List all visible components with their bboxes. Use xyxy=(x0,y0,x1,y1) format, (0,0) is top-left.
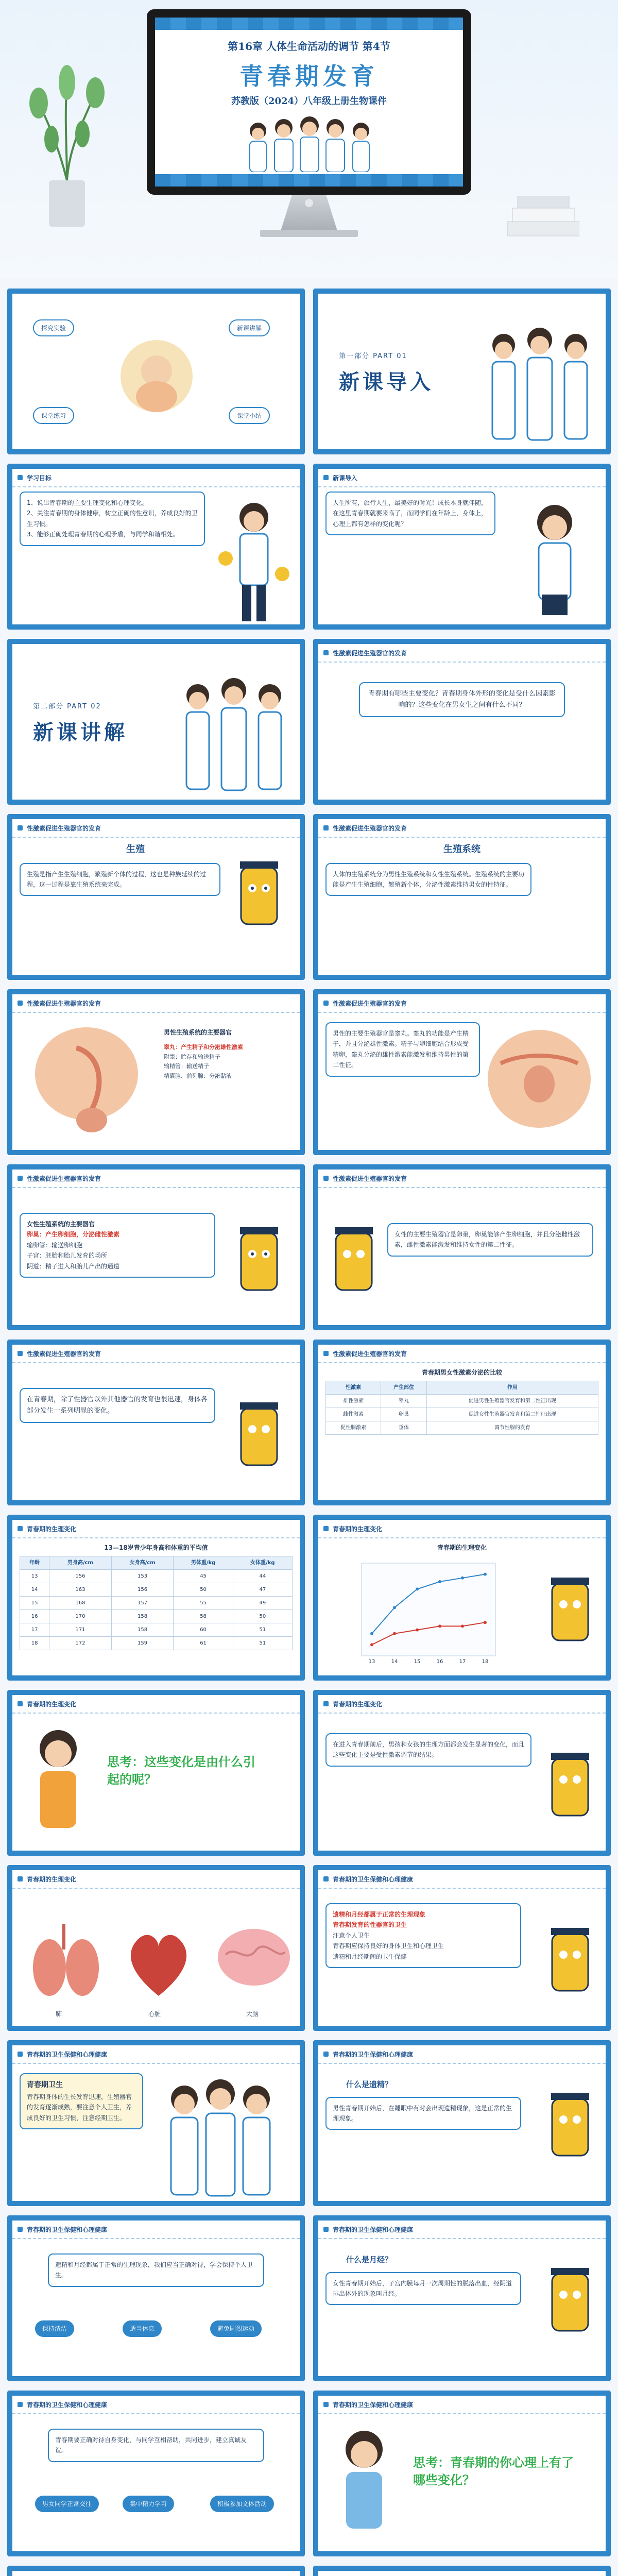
table-cell: 157 xyxy=(111,1597,174,1610)
boy-thinking-illustration xyxy=(20,1718,97,1836)
hormone-table-title: 青春期男女性激素分泌的比较 xyxy=(421,1369,502,1376)
height-point xyxy=(461,1577,464,1580)
slide-organs xyxy=(7,1865,305,2031)
questions1-header: 性激素促进生殖器官的发育 xyxy=(333,649,407,657)
female2-header: 性激素促进生殖器官的发育 xyxy=(333,1175,407,1182)
slide-part1 xyxy=(313,289,611,454)
slide-height-chart xyxy=(313,1515,611,1681)
male-item-4: 精囊腺、前列腺：分泌黏液 xyxy=(164,1073,232,1080)
slide-period xyxy=(313,2215,611,2381)
slide-male2 xyxy=(313,989,611,1155)
menses-pill-3: 避免剧烈运动 xyxy=(210,2320,262,2337)
table-cell: 168 xyxy=(49,1597,112,1610)
slide-female xyxy=(7,1164,305,1330)
table-cell: 雌性激素 xyxy=(326,1408,381,1421)
male-header: 性激素促进生殖器官的发育 xyxy=(27,999,101,1007)
girl-thinking-illustration xyxy=(325,2418,403,2537)
header-dot-icon xyxy=(323,825,329,831)
table-cell: 51 xyxy=(233,1623,292,1637)
header-dot-icon xyxy=(323,1176,329,1181)
girl-illustration xyxy=(516,497,593,625)
table-cell: 卵巢 xyxy=(381,1408,426,1421)
table-cell: 159 xyxy=(111,1637,174,1650)
baby-illustration xyxy=(115,330,198,422)
hygiene-item-4: 青春期应保持良好的身体卫生和心理卫生 xyxy=(333,1942,444,1950)
table-cell: 促性腺激素 xyxy=(326,1421,381,1435)
slide-social xyxy=(7,2391,305,2556)
students-group-illustration xyxy=(483,314,596,443)
students-illustration xyxy=(153,2068,287,2202)
header-dot-icon xyxy=(323,1526,329,1531)
height-table xyxy=(20,1556,293,1650)
height-point xyxy=(461,1624,464,1628)
hygiene-box xyxy=(20,2073,143,2129)
table-cell: 促进女性生殖器官发育和第二性征出现 xyxy=(426,1408,598,1421)
table-cell: 调节性腺的发育 xyxy=(426,1421,598,1435)
table-cell: 58 xyxy=(174,1610,233,1623)
table-cell: 15 xyxy=(20,1597,49,1610)
slide-gonad xyxy=(7,814,305,980)
table-cell: 14 xyxy=(20,1583,49,1597)
male-anatomy-diagram xyxy=(20,1017,153,1146)
mascot-icon xyxy=(542,1749,598,1836)
cover-screen xyxy=(155,18,463,187)
heart-icon xyxy=(123,1919,195,2001)
table-cell: 50 xyxy=(233,1610,292,1623)
table-col: 女身高/cm xyxy=(111,1556,174,1570)
height-point xyxy=(370,1632,373,1635)
mascot-icon xyxy=(325,1223,382,1311)
table-cell: 55 xyxy=(174,1597,233,1610)
slide-height-table xyxy=(7,1515,305,1681)
table-cell: 158 xyxy=(111,1610,174,1623)
slide-think2 xyxy=(313,2391,611,2556)
brain-icon xyxy=(215,1924,293,1991)
nav-pill-4[interactable]: 课堂小结 xyxy=(229,407,270,424)
male2-header: 性激素促进生殖器官的发育 xyxy=(333,999,407,1007)
header-dot-icon xyxy=(18,2227,23,2232)
cover-title: 青春期发育 xyxy=(239,62,379,90)
slide-what xyxy=(313,2040,611,2206)
mascot-icon xyxy=(542,1573,598,1661)
table-row xyxy=(326,1421,598,1435)
table-cell: 158 xyxy=(111,1623,174,1637)
mascot-icon xyxy=(231,1223,287,1311)
organ-label-heart: 心脏 xyxy=(148,2010,161,2018)
table-cell: 16 xyxy=(20,1610,49,1623)
female-item-1: 卵巢：产生卵细胞，分泌雌性激素 xyxy=(27,1231,120,1239)
male-item-1: 睾丸：产生精子和分泌雄性激素 xyxy=(164,1044,243,1050)
table-col: 女体重/kg xyxy=(233,1556,292,1570)
table-cell: 睾丸 xyxy=(381,1395,426,1408)
slide-intro-nav xyxy=(7,289,305,454)
table-col: 作用 xyxy=(426,1381,598,1395)
height-header: 青春期的生理变化 xyxy=(27,1525,77,1533)
height-point xyxy=(370,1643,373,1646)
what-question: 什么是遗精？ xyxy=(346,2080,393,2089)
think-answer-text: 在进入青春期前后，男孩和女孩的生理方面都会发生显著的变化，而且这些变化主要是受性激素调节的结果。 xyxy=(325,1733,531,1767)
slide-hormone-compare xyxy=(7,1340,305,1505)
slide-female2 xyxy=(313,1164,611,1330)
slide-intro-text xyxy=(313,464,611,630)
height-chart-title: 青春期的生理变化 xyxy=(437,1544,487,1551)
think2-question: 思考：青春期的你心理上有了哪些变化？ xyxy=(413,2455,574,2487)
what-header: 青春期的卫生保健和心理健康 xyxy=(333,2050,414,2058)
system-header: 性激素促进生殖器官的发育 xyxy=(333,824,407,832)
questions1-box: 青春期有哪些主要变化？青春期身体外形的变化是受什么因素影响的？这些变化在男女生之间有什么不同？ xyxy=(359,682,565,717)
table-cell: 51 xyxy=(233,1637,292,1650)
height-point xyxy=(393,1606,396,1609)
mascot-icon xyxy=(231,1398,287,1486)
table-cell: 18 xyxy=(20,1637,49,1650)
gonad-header: 性激素促进生殖器官的发育 xyxy=(27,824,101,832)
hygiene-header: 青春期的卫生保健和心理健康 xyxy=(27,2050,108,2058)
intro-text-box: 人生所有，旅行人生，最美好的时光！成长本身就伴随，在这里青春期就要来临了，而同学们在年龄上，身体上，心理上都有怎样的变化呢？ xyxy=(325,492,495,535)
male-lead: 男性生殖系统的主要器官 xyxy=(164,1029,232,1036)
header-dot-icon xyxy=(18,1701,23,1706)
table-row xyxy=(20,1623,293,1637)
table-col: 年龄 xyxy=(20,1556,49,1570)
monitor-base xyxy=(260,230,358,237)
slide-hygiene-list xyxy=(313,1865,611,2031)
female-item-3: 子宫：胚胎和胎儿发育的场所 xyxy=(27,1252,108,1260)
x-tick-label: 13 xyxy=(368,1659,375,1665)
mascot-icon xyxy=(542,2089,598,2176)
nav-pill-1[interactable]: 探究实验 xyxy=(33,319,74,336)
nav-pill-3[interactable]: 课堂练习 xyxy=(33,407,74,424)
female-item-2: 输卵管：输送卵细胞 xyxy=(27,1241,83,1249)
hygiene-item-5: 遗精和月经期间的卫生保健 xyxy=(333,1953,407,1960)
header-dot-icon xyxy=(18,2402,23,2407)
height-chart-header: 青春期的生理变化 xyxy=(333,1525,383,1533)
menses-header: 青春期的卫生保健和心理健康 xyxy=(27,2226,108,2233)
header-dot-icon xyxy=(323,1876,329,1882)
plant-illustration xyxy=(28,62,106,232)
table-cell: 45 xyxy=(174,1570,233,1583)
organ-label-brain: 大脑 xyxy=(246,2010,259,2018)
table-row xyxy=(326,1395,598,1408)
think-header: 青春期的生理变化 xyxy=(27,1700,77,1708)
hygiene-list-header: 青春期的卫生保健和心理健康 xyxy=(333,1875,414,1883)
table-cell: 47 xyxy=(233,1583,292,1597)
social-pill-3: 积极参加文体活动 xyxy=(210,2496,274,2512)
period-question: 什么是月经？ xyxy=(346,2255,393,2264)
x-tick-label: 18 xyxy=(482,1659,489,1665)
male-item-2: 附睾：贮存和输送精子 xyxy=(164,1053,220,1060)
table-row xyxy=(326,1408,598,1421)
period-header: 青春期的卫生保健和心理健康 xyxy=(333,2226,414,2233)
hero-cover xyxy=(0,0,618,278)
objective-1: 1、说出青春期的主要生理变化和心理变化。 xyxy=(27,499,148,506)
female-item-4: 阴道：精子进入和胎儿产出的通道 xyxy=(27,1262,120,1270)
part2-title: 新课讲解 xyxy=(33,720,128,744)
part1-label: 第一部分 PART 01 xyxy=(339,352,407,360)
organs-header: 青春期的生理变化 xyxy=(27,1875,77,1883)
table-cell: 61 xyxy=(174,1637,233,1650)
slide-system xyxy=(313,814,611,980)
social-pill-2: 集中精力学习 xyxy=(123,2496,174,2512)
header-dot-icon xyxy=(18,1001,23,1006)
slide-heart2 xyxy=(313,2566,611,2576)
think-answer-header: 青春期的生理变化 xyxy=(333,1700,383,1708)
header-dot-icon xyxy=(323,1351,329,1356)
female2-text: 女性的主要生殖器官是卵巢，卵巢能够产生卵细胞，并且分泌雌性激素，雌性激素能激发和维持女性的第二性征。 xyxy=(387,1223,593,1257)
students-group-illustration xyxy=(177,665,290,793)
hygiene-text: 青春期身体的生长发育迅速，生殖器官的发育逐渐成熟，要注意个人卫生，养成良好的卫生习惯，注意经期卫生。 xyxy=(27,2093,132,2122)
cover-subtitle: 苏教版（2024）八年级上册生物课件 xyxy=(231,96,387,107)
table-cell: 17 xyxy=(20,1623,49,1637)
students-illustration xyxy=(243,110,376,172)
slide-male xyxy=(7,989,305,1155)
system-title: 生殖系统 xyxy=(443,844,480,855)
hygiene-title: 青春期卫生 xyxy=(27,2081,63,2089)
x-tick-label: 16 xyxy=(436,1659,443,1665)
part1-title: 新课导入 xyxy=(339,370,434,394)
table-row xyxy=(20,1583,293,1597)
table-cell: 50 xyxy=(174,1583,233,1597)
header-dot-icon xyxy=(18,1876,23,1882)
slide-heart xyxy=(7,2566,305,2576)
table-row xyxy=(20,1570,293,1583)
table-col: 男身高/cm xyxy=(49,1556,112,1570)
monitor xyxy=(147,9,471,195)
slide-questions1 xyxy=(313,639,611,805)
slide-menses xyxy=(7,2215,305,2381)
header-dot-icon xyxy=(18,1351,23,1356)
hygiene-list-box xyxy=(325,1903,521,1968)
table-header: 性激素促进生殖器官的发育 xyxy=(333,1350,407,1358)
system-text: 人体的生殖系统分为男性生殖系统和女性生殖系统。生殖系统的主要功能是产生生殖细胞，繁殖新个体，分泌性激素维持男女的性特征。 xyxy=(325,863,531,896)
objectives-box xyxy=(20,492,205,546)
table-col: 男体重/kg xyxy=(174,1556,233,1570)
lungs-icon xyxy=(30,1919,102,2001)
social-header: 青春期的卫生保健和心理健康 xyxy=(27,2401,108,2409)
what-text: 男性青春期开始后，在睡眠中有时会出现遗精现象，这是正常的生理现象。 xyxy=(325,2097,521,2130)
table-cell: 49 xyxy=(233,1597,292,1610)
hygiene-item-1: 遗精和月经都属于正常的生理现象 xyxy=(333,1911,426,1918)
header-dot-icon xyxy=(18,1176,23,1181)
x-tick-label: 15 xyxy=(414,1659,421,1665)
table-cell: 13 xyxy=(20,1570,49,1583)
objective-2: 2、关注青春期的身体健康，树立正确的性意识，养成良好的卫生习惯。 xyxy=(27,510,198,528)
think2-header: 青春期的卫生保健和心理健康 xyxy=(333,2401,414,2409)
part2-label: 第二部分 PART 02 xyxy=(33,703,101,710)
nav-pill-2[interactable]: 新课讲解 xyxy=(229,319,270,336)
mascot-icon xyxy=(542,2264,598,2351)
table-cell: 雄性激素 xyxy=(326,1395,381,1408)
x-tick-label: 17 xyxy=(459,1659,466,1665)
slide-objectives xyxy=(7,464,305,630)
table-cell: 171 xyxy=(49,1623,112,1637)
table-cell: 促进男性生殖器官发育和第二性征出现 xyxy=(426,1395,598,1408)
height-point xyxy=(438,1624,441,1628)
table-cell: 44 xyxy=(233,1570,292,1583)
header-dot-icon xyxy=(18,2052,23,2057)
table-cell: 垂体 xyxy=(381,1421,426,1435)
social-pill-1: 男女同学正常交往 xyxy=(35,2496,99,2512)
objective-3: 3、能够正确处理青春期的心理矛盾，与同学和谐相处。 xyxy=(27,531,179,538)
slide-hygiene xyxy=(7,2040,305,2206)
table-cell: 156 xyxy=(49,1570,112,1583)
height-line-chart xyxy=(346,1558,501,1671)
header-dot-icon xyxy=(323,1701,329,1706)
female-header: 性激素促进生殖器官的发育 xyxy=(27,1175,101,1182)
gonad-text: 生殖是指产生生殖细胞，繁殖新个体的过程，这也是种族延续的过程，这一过程是靠生殖系统来完成。 xyxy=(20,863,220,896)
table-row xyxy=(20,1637,293,1650)
female-list-box xyxy=(20,1213,215,1278)
height-point xyxy=(416,1629,419,1632)
compare-text: 在青春期，除了性器官以外其他器官的发育也很迅速，身体各部分发生一系列明显的变化。 xyxy=(20,1388,215,1423)
organ-label-lungs: 肺 xyxy=(56,2010,62,2018)
table-col: 性激素 xyxy=(326,1381,381,1395)
apple-logo-icon xyxy=(305,199,313,207)
slide-part2 xyxy=(7,639,305,805)
header-dot-icon xyxy=(323,2227,329,2232)
slide-think-answer xyxy=(313,1690,611,1856)
mascot-icon xyxy=(231,857,287,945)
table-cell: 153 xyxy=(111,1570,174,1583)
height-point xyxy=(484,1621,487,1624)
table-cell: 163 xyxy=(49,1583,112,1597)
teacher-illustration xyxy=(215,497,293,625)
menses-pill-1: 保持清洁 xyxy=(35,2320,74,2337)
hygiene-item-3: 注意个人卫生 xyxy=(333,1931,370,1939)
table-cell: 156 xyxy=(111,1583,174,1597)
table-cell: 170 xyxy=(49,1610,112,1623)
cover-chapter: 第16章 人体生命活动的调节 第4节 xyxy=(228,40,390,53)
menses-text: 遗精和月经都属于正常的生理现象，我们应当正确对待，学会保持个人卫生。 xyxy=(48,2253,264,2287)
height-point xyxy=(438,1580,441,1583)
period-text: 女性青春期开始后，子宫内膜每月一次周期性的脱落出血，经阴道排出体外的现象叫月经。 xyxy=(325,2272,521,2306)
female-anatomy-diagram xyxy=(480,1017,598,1146)
x-tick-label: 14 xyxy=(391,1659,398,1665)
objectives-header: 学习目标 xyxy=(27,474,52,482)
male-item-3: 输精管：输送精子 xyxy=(164,1063,209,1070)
male2-text: 男性的主要生殖器官是睾丸。睾丸的功能是产生精子，并且分泌雄性激素。精子与卵细胞结合形成受精卵，睾丸分泌的雄性激素能激发和维持男性的第二性征。 xyxy=(325,1022,480,1077)
header-dot-icon xyxy=(18,475,23,480)
hygiene-item-2: 青春期发育的性器官的卫生 xyxy=(333,1921,407,1929)
height-point xyxy=(484,1573,487,1576)
table-cell: 60 xyxy=(174,1623,233,1637)
table-col: 产生部位 xyxy=(381,1381,426,1395)
slide-hormone-table xyxy=(313,1340,611,1505)
social-text: 青春期要正确对待自身变化，与同学互相帮助，共同进步，建立真诚友谊。 xyxy=(48,2429,264,2462)
books-illustration xyxy=(507,196,579,237)
think-question: 思考：这些变化是由什么引起的呢？ xyxy=(107,1755,255,1787)
slide-think xyxy=(7,1690,305,1856)
header-dot-icon xyxy=(323,475,329,480)
height-table-title: 13—18岁青少年身高和体重的平均值 xyxy=(104,1544,208,1551)
intro-header: 新课导入 xyxy=(333,474,358,482)
mascot-icon xyxy=(542,1924,598,2011)
header-dot-icon xyxy=(323,650,329,655)
header-dot-icon xyxy=(323,1001,329,1006)
gonad-title: 生殖 xyxy=(126,844,145,855)
female-lead: 女性生殖系统的主要器官 xyxy=(27,1221,95,1228)
height-point xyxy=(393,1632,396,1635)
table-row xyxy=(20,1597,293,1610)
table-row xyxy=(20,1610,293,1623)
hormone-table xyxy=(325,1381,598,1435)
compare-header: 性激素促进生殖器官的发育 xyxy=(27,1350,101,1358)
menses-pill-2: 适当休息 xyxy=(123,2320,162,2337)
table-cell: 172 xyxy=(49,1637,112,1650)
header-dot-icon xyxy=(323,2052,329,2057)
header-dot-icon xyxy=(323,2402,329,2407)
header-dot-icon xyxy=(18,1526,23,1531)
height-point xyxy=(416,1587,419,1590)
header-dot-icon xyxy=(18,825,23,831)
